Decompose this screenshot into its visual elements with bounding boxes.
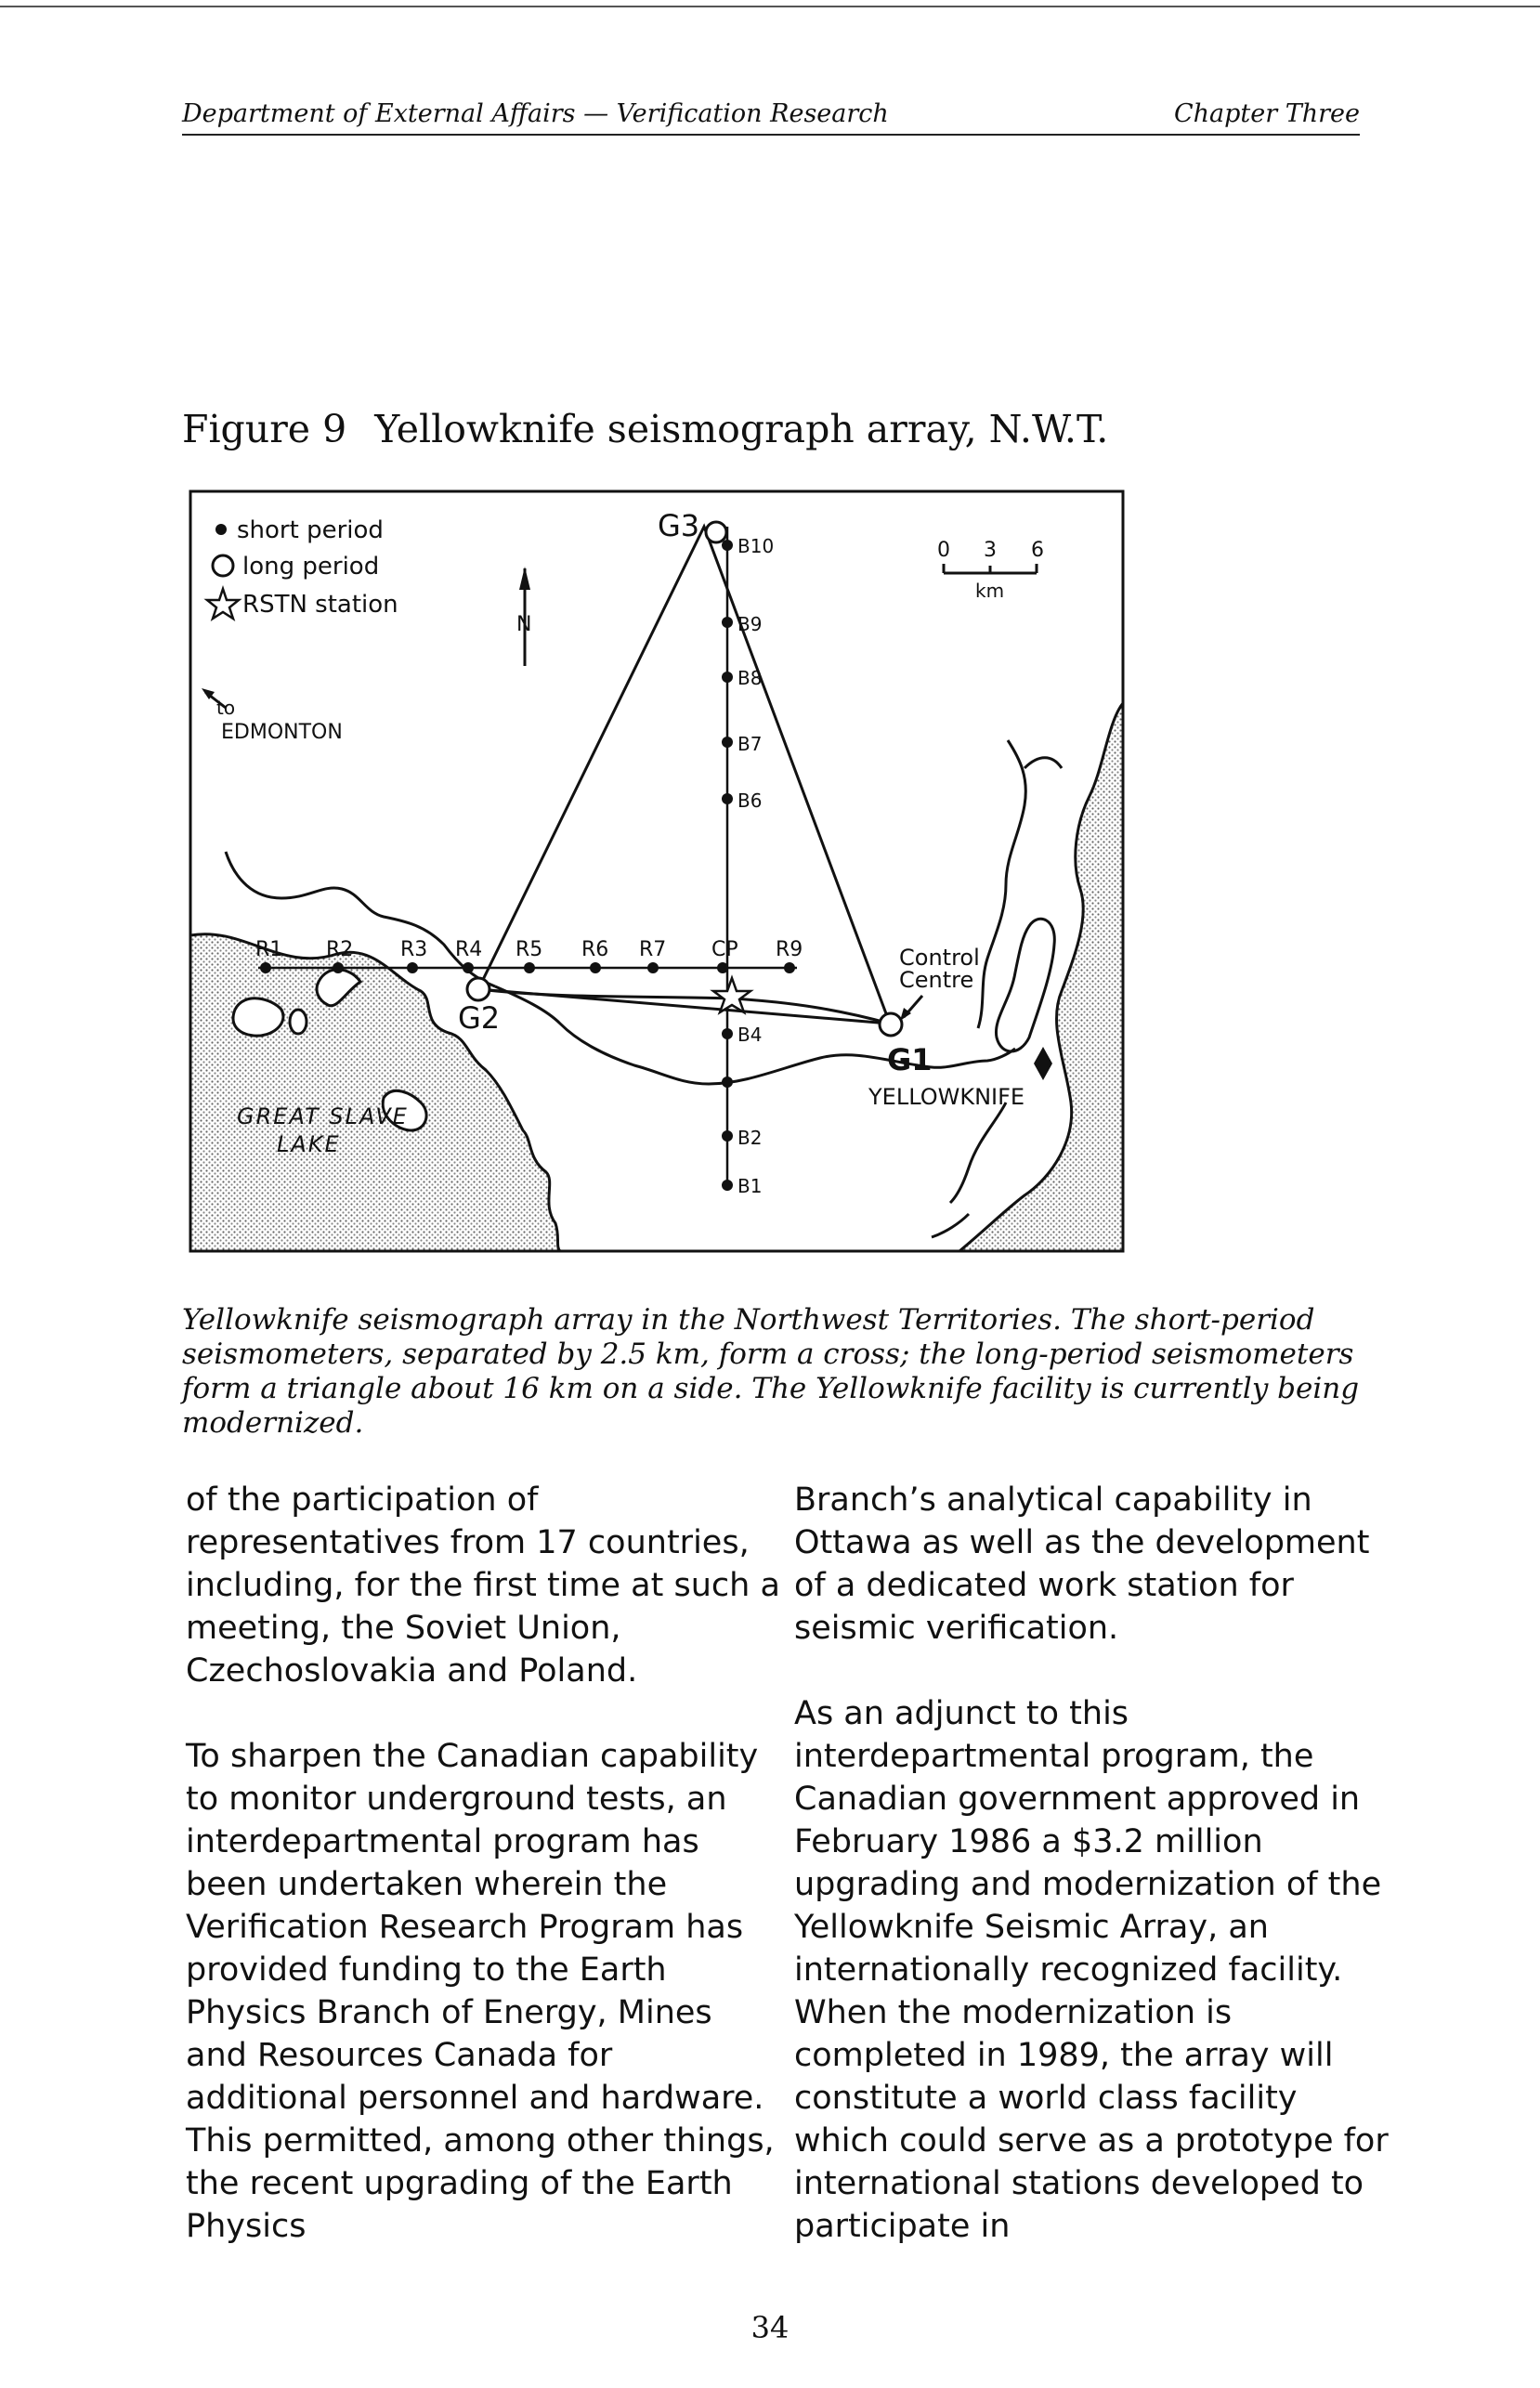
label-g2: G2: [458, 1000, 501, 1036]
station-r9: R9: [776, 938, 803, 961]
body-column-right: [794, 1479, 1389, 2290]
station-r7: R7: [639, 938, 667, 961]
station-b8: B8: [737, 667, 763, 689]
legend-long-circle: [213, 555, 233, 576]
paragraph: As an adjunct to this interdepartmental program, the Canadian government approved in February 1986 a $3.2 million upgrading and modernization of the Yellowknife Seismic Array, an internationally recognized facility. When the modernization is completed in 1989, the array will constitute a world class facility which could serve as a prototype for international stations developed to participate in: [794, 1695, 1389, 2245]
legend-long: long period: [242, 553, 380, 581]
scale-tick-3: 3: [984, 539, 997, 562]
figure-number: Figure 9: [182, 407, 347, 451]
station-g1: [880, 1013, 902, 1036]
station-b9: B9: [737, 613, 763, 635]
scale-unit: km: [975, 580, 1005, 602]
label-yellowknife: YELLOWKNIFE: [868, 1084, 1025, 1110]
station-r4: R4: [455, 938, 483, 961]
station-g3: [706, 522, 726, 542]
station-b2: B2: [737, 1127, 763, 1149]
figure-title-text: Yellowknife seismograph array, N.W.T.: [374, 407, 1109, 451]
scale-tick-6: 6: [1031, 539, 1044, 562]
edmonton-to: to: [216, 697, 236, 719]
label-control: Control: [899, 945, 980, 971]
label-lake: LAKE: [277, 1131, 341, 1157]
label-great-slave: GREAT SLAVE: [237, 1103, 409, 1129]
legend-short-dot: [215, 524, 227, 535]
lake-island: [233, 998, 283, 1036]
scale-tick-0: 0: [937, 539, 950, 562]
north-label: N: [516, 613, 532, 636]
figure-caption: Yellowknife seismograph array in the Northwest Territories. The short-period seismometers, separated by 2.5 km, form a cross; the long-period seismometers form a triangle about 16 km on a side. The Yellowknife facility is currently being modernized.: [182, 1303, 1360, 1440]
paragraph: Branch’s analytical capability in Ottawa as well as the development of a dedicated work station for seismic verification.: [794, 1481, 1370, 1647]
station-r5: R5: [516, 938, 543, 961]
station-b4: B4: [737, 1024, 763, 1046]
figure-title: [182, 407, 1108, 451]
station-cp: CP: [711, 938, 738, 961]
station-r6: R6: [581, 938, 609, 961]
edmonton-label: EDMONTON: [221, 721, 343, 744]
array-map: [189, 489, 1125, 1253]
station-g2: [467, 978, 489, 1000]
label-centre: Centre: [899, 967, 974, 993]
label-g3: G3: [658, 508, 700, 543]
header-left: Department of External Affairs — Verification Research: [182, 99, 889, 128]
header-right: Chapter Three: [1173, 99, 1360, 128]
label-g1: G1: [887, 1042, 933, 1077]
station-r3: R3: [400, 938, 428, 961]
station-r1: R1: [255, 938, 283, 961]
station-b6: B6: [737, 789, 763, 812]
station-r2: R2: [326, 938, 354, 961]
station-b1: B1: [737, 1175, 763, 1197]
station-b7: B7: [737, 733, 763, 755]
top-rule: [0, 6, 1540, 7]
page-number: 34: [750, 2310, 790, 2345]
station-b10: B10: [737, 535, 775, 557]
running-header: [182, 97, 1360, 136]
paragraph: of the participation of representatives from 17 countries, including, for the first time at such a meeting, the Soviet Union, Czechoslovakia and Poland.: [186, 1481, 780, 1690]
paragraph: To sharpen the Canadian capability to monitor underground tests, an interdepartmental program has been undertaken wherein the Verification Research Program has provided funding to the Earth Physics Branch of Energy, Mines and Resources Canada for additional personnel and hardware. This permitted, among other things, the recent upgrading of the Earth Physics: [186, 1738, 775, 2245]
lake-island-small: [290, 1010, 307, 1034]
legend-short: short period: [237, 516, 384, 544]
legend-rstn: RSTN station: [242, 591, 398, 619]
body-column-left: [186, 1479, 780, 2290]
